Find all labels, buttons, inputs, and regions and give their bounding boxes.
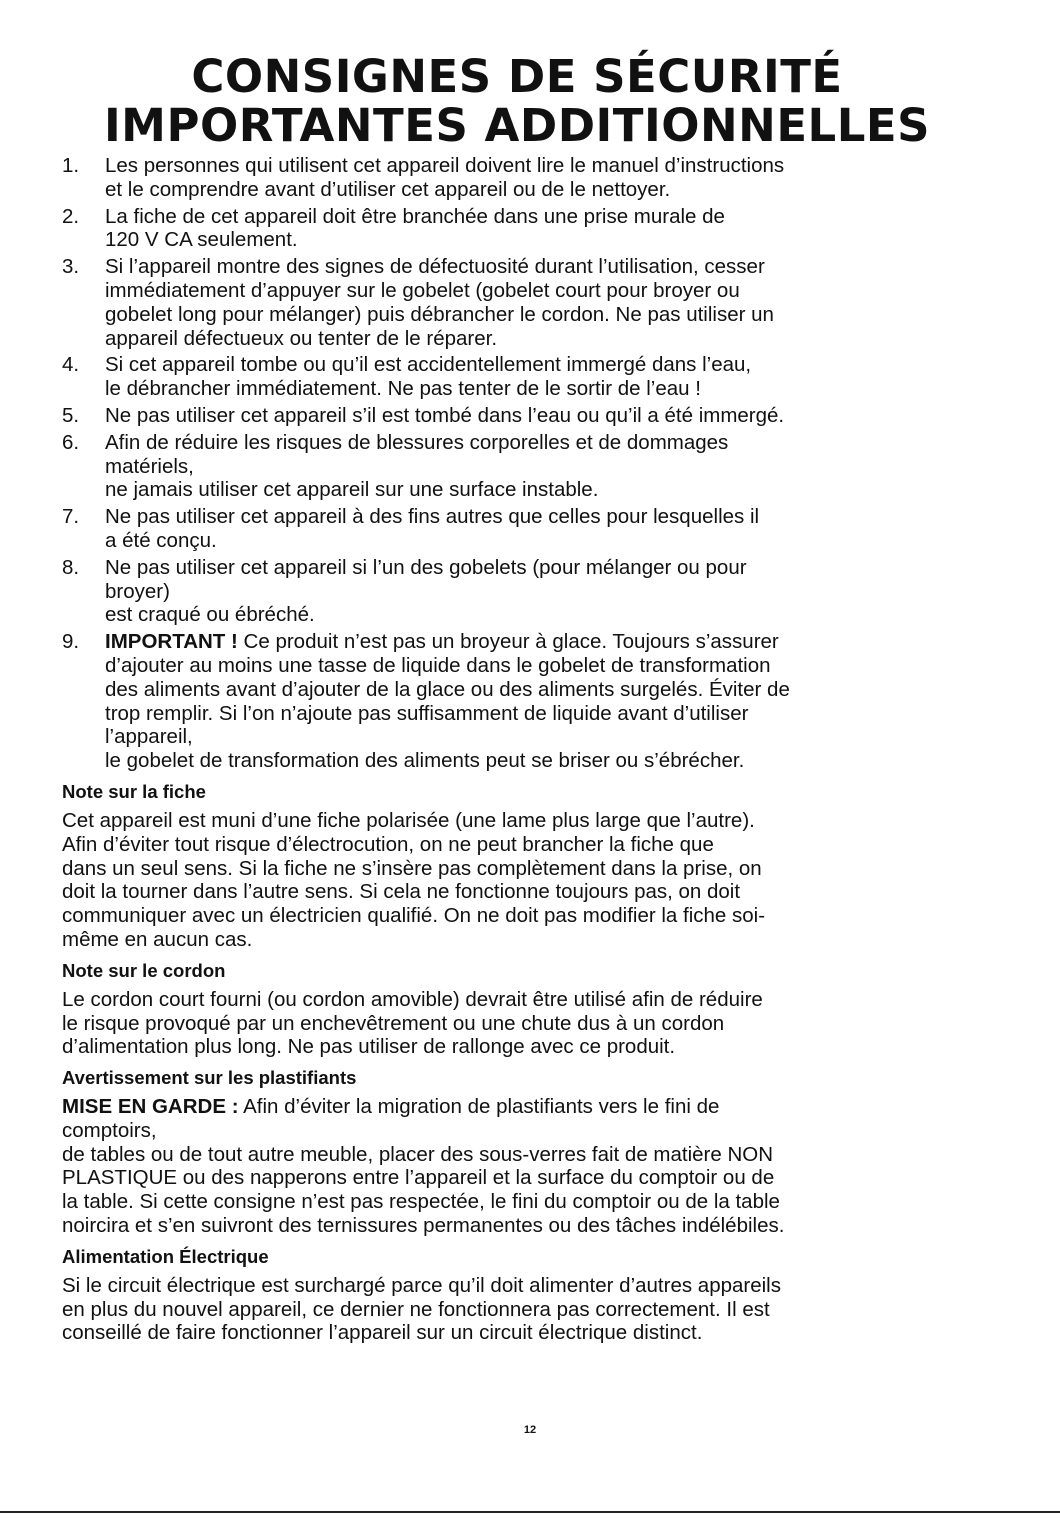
item-number: 1. [62,154,80,177]
list-item [62,431,972,502]
list-item [62,404,972,428]
paragraph-line: même en aucun cas. [62,927,253,951]
item-text-line: La fiche de cet appareil doit être branchée dans une prise murale de [105,204,725,228]
bottom-divider [0,1511,1060,1513]
list-item [62,630,972,773]
paragraph-line: noircira et s’en suivront des ternissures permanentes ou des tâches indélébiles. [62,1214,785,1238]
item-number: 7. [62,505,80,529]
paragraph-line: en plus du nouvel appareil, ce dernier ne fonctionnera pas correctement. Il est [62,1297,770,1321]
item-text-line: l’appareil, [105,725,193,749]
paragraph-line: conseillé de faire fonctionner l’appareil sur un circuit électrique distinct. [62,1321,703,1345]
item-number: 2. [62,204,80,228]
plug-note-heading: Note sur la fiche [62,780,206,802]
paragraph-line: Afin d’éviter tout risque d’électrocution, on ne peut brancher la fiche que [62,832,714,856]
item-text-line: ne jamais utiliser cet appareil sur une surface instable. [105,478,599,502]
item-text-line: d’ajouter au moins une tasse de liquide dans le gobelet de transformation [105,653,771,677]
paragraph-line: Cet appareil est muni d’une fiche polarisée (une lame plus large que l’autre). [62,808,755,832]
item-text-line: Si cet appareil tombe ou qu’il est accidentellement immergé dans l’eau, [105,353,752,377]
item-text-line: Afin de réduire les risques de blessures corporelles et de dommages [105,430,729,454]
paragraph-line: Le cordon court fourni (ou cordon amovible) devrait être utilisé afin de réduire [62,987,763,1011]
paragraph-fragment: Afin d’éviter la migration de plastifiants vers le fini de [238,1095,720,1119]
item-text-line [105,630,972,654]
item-number: 6. [62,430,80,454]
paragraph-line: la table. Si cette consigne n’est pas respectée, le fini du comptoir ou de la table [62,1190,780,1214]
paragraph-line: dans un seul sens. Si la fiche ne s’insère pas complètement dans la prise, on [62,856,762,880]
item-text-line: des aliments avant d’ajouter de la glace ou des aliments surgelés. Éviter de [105,677,790,701]
document-page [62,52,972,1345]
list-item [62,205,972,253]
paragraph-line: PLASTIQUE ou des napperons entre l’appareil et la surface du comptoir ou de [62,1166,775,1190]
item-text-line: immédiatement d’appuyer sur le gobelet (gobelet court pour broyer ou [105,278,740,302]
power-heading: Alimentation Électrique [62,1245,269,1267]
title-line-2: IMPORTANTES ADDITIONNELLES [103,99,931,152]
list-item [62,505,972,553]
paragraph-line: communiquer avec un électricien qualifié. On ne doit pas modifier la fiche soi- [62,904,766,928]
item-text-line: le débrancher immédiatement. Ne pas tenter de le sortir de l’eau ! [105,377,701,401]
list-item [62,556,972,627]
page-title [62,52,972,150]
item-number: 5. [62,403,80,427]
paragraph-line: doit la tourner dans l’autre sens. Si cela ne fonctionne toujours pas, on doit [62,880,741,904]
item-text-line: broyer) [105,579,170,603]
item-text-line: Les personnes qui utilisent cet appareil doivent lire le manuel d’instructions [105,154,785,177]
list-item [62,353,972,401]
list-item [62,154,972,202]
paragraph-line [62,1095,972,1119]
item-text-line: le gobelet de transformation des aliments peut se briser ou s’ébrécher. [105,749,745,773]
plasticizer-heading: Avertissement sur les plastifiants [62,1067,357,1089]
plasticizer-paragraph [62,1095,972,1238]
item-text-line: est craqué ou ébréché. [105,603,315,627]
list-item [62,255,972,350]
title-line-1: CONSIGNES DE SÉCURITÉ [191,50,843,103]
item-text-line: et le comprendre avant d’utiliser cet appareil ou de le nettoyer. [105,177,671,201]
paragraph-line: comptoirs, [62,1118,157,1142]
caution-label: MISE EN GARDE : [62,1095,239,1119]
cord-note-paragraph [62,988,972,1059]
item-number: 8. [62,555,80,579]
item-text-line: Ne pas utiliser cet appareil s’il est tombé dans l’eau ou qu’il a été immergé. [105,403,785,427]
cord-note-heading: Note sur le cordon [62,959,226,981]
item-text-line: appareil défectueux ou tenter de le réparer. [105,326,498,350]
item-text-line: matériels, [105,454,194,478]
item-text-line: gobelet long pour mélanger) puis débrancher le cordon. Ne pas utiliser un [105,302,774,326]
important-label: IMPORTANT ! [105,630,238,654]
item-number: 3. [62,255,80,279]
item-number: 4. [62,353,80,377]
item-text-fragment: Ce produit n’est pas un broyeur à glace. Toujours s’assurer [237,630,779,654]
page-number: 12 [523,1424,537,1436]
item-text-line: a été conçu. [105,528,217,552]
paragraph-line: de tables ou de tout autre meuble, placer des sous-verres fait de matière NON [62,1142,774,1166]
item-text-line: Ne pas utiliser cet appareil si l’un des gobelets (pour mélanger ou pour [105,555,747,579]
paragraph-line: le risque provoqué par un enchevêtrement ou une chute dus à un cordon [62,1011,725,1035]
item-text-line: trop remplir. Si l’on n’ajoute pas suffisamment de liquide avant d’utiliser [105,701,749,725]
power-paragraph [62,1274,972,1345]
plug-note-paragraph [62,809,972,952]
safety-instructions-list [62,154,972,773]
paragraph-line: d’alimentation plus long. Ne pas utiliser de rallonge avec ce produit. [62,1035,676,1059]
item-text-line: Si l’appareil montre des signes de défectuosité durant l’utilisation, cesser [105,255,765,279]
item-text-line: 120 V CA seulement. [105,228,298,252]
item-text-line: Ne pas utiliser cet appareil à des fins autres que celles pour lesquelles il [105,505,760,529]
paragraph-line: Si le circuit électrique est surchargé parce qu’il doit alimenter d’autres appareils [62,1273,781,1297]
item-number: 9. [62,630,80,654]
